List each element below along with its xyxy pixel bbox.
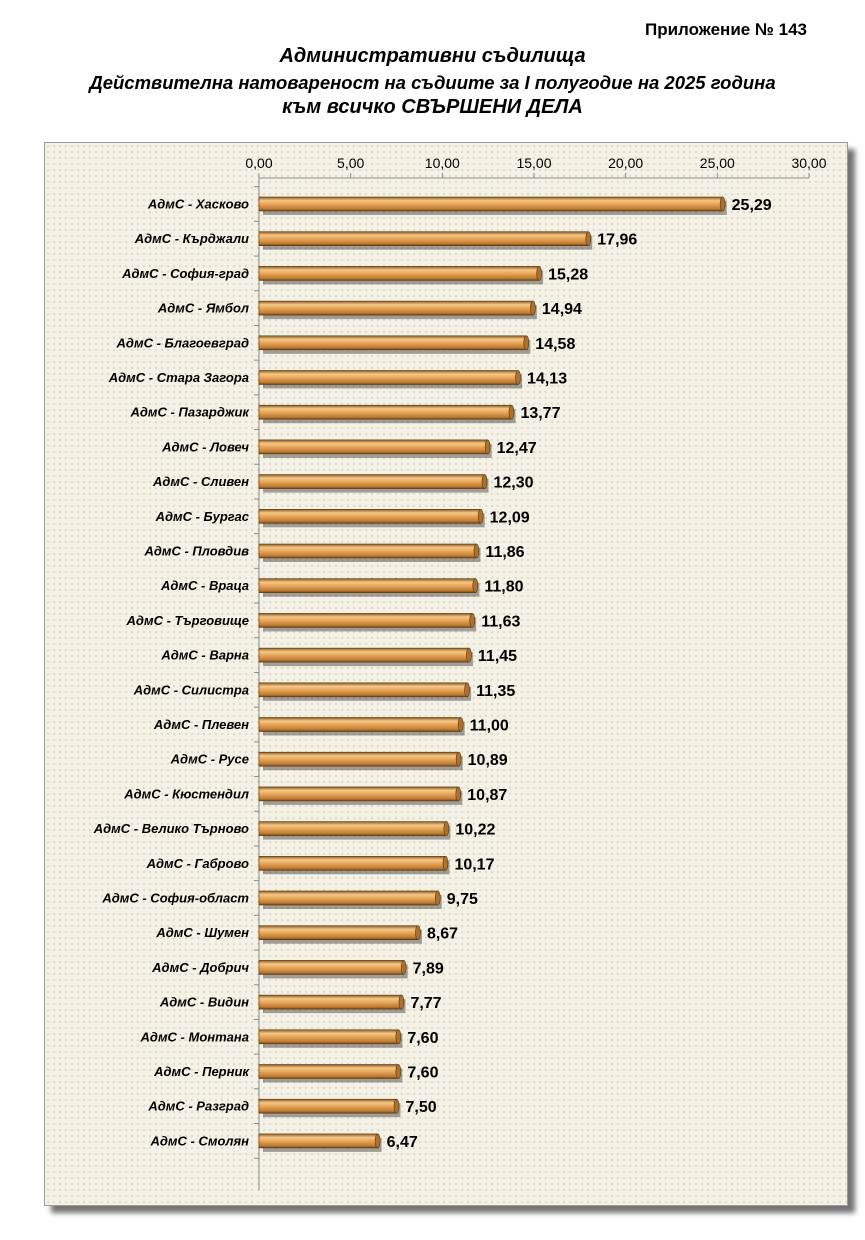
bar [259,1099,397,1113]
value-label: 7,50 [405,1099,437,1117]
bar-end-cap [474,544,479,558]
value-label: 11,00 [469,717,509,735]
bar-end-cap [456,787,461,801]
value-label: 8,67 [426,925,459,943]
category-label: АдмС - Шумен [156,925,249,941]
category-label: АдмС - Смолян [150,1133,249,1149]
bar [259,995,401,1009]
bar-end-cap [473,579,478,593]
category-label: АдмС - Перник [154,1064,249,1079]
value-label: 14,94 [541,301,582,319]
value-label: 15,28 [548,266,589,284]
bar-end-cap [720,197,725,211]
value-label: 10,89 [467,752,508,770]
x-tick-label: 20,00 [608,155,644,171]
value-label: 12,09 [489,509,530,527]
bar [259,960,404,974]
bar-end-cap [399,995,404,1009]
bar [259,856,445,870]
bar-end-cap [482,475,487,489]
bar [259,822,446,836]
bar-end-cap [478,509,483,523]
value-label: 7,77 [410,995,442,1013]
category-label: АдмС - Габрово [146,855,249,871]
bar [259,1065,398,1079]
x-tick-label: 10,00 [424,155,460,171]
category-label: АдмС - Пловдив [144,543,249,559]
value-label: 11,45 [477,648,518,666]
bar-end-cap [470,613,475,627]
bar-end-cap [537,266,542,280]
category-label: АдмС - Силистра [133,682,249,698]
category-label: АдмС - София-град [122,265,249,281]
value-label: 7,89 [412,960,444,978]
category-label: АдмС - Бургас [155,508,249,524]
bar-end-cap [485,440,490,454]
category-label: АдмС - Ловеч [162,439,249,455]
value-label: 10,17 [454,856,495,874]
bar-end-cap [443,856,448,870]
bar-end-cap [444,822,449,836]
category-label: АдмС - Кърджали [134,231,249,247]
bar-end-cap [516,371,521,385]
value-label: 14,13 [527,370,568,388]
bar [259,266,539,280]
bar [259,1030,398,1044]
category-label: АдмС - Русе [170,751,249,767]
category-label: АдмС - Хасково [147,196,249,212]
bar [259,405,511,419]
value-label: 12,30 [493,474,534,492]
bar [259,475,485,489]
value-label: 11,35 [476,682,516,700]
bar-end-cap [465,683,470,697]
category-label: АдмС - Плевен [153,717,249,732]
x-tick-label: 0,00 [245,155,273,171]
bar [259,648,469,662]
bar [259,440,488,454]
category-label: АдмС - Благоевград [116,335,249,351]
category-label: АдмС - София-област [102,890,249,906]
x-tick-label: 30,00 [791,155,827,171]
bar-end-cap [509,405,514,419]
bar-end-cap [586,232,591,246]
category-label: АдмС - Видин [159,994,249,1010]
bar-end-cap [466,648,471,662]
bar [259,787,458,801]
bar [259,509,481,523]
bar-end-cap [375,1134,380,1148]
chart-subtitle-line3: към всичко СВЪРШЕНИ ДЕЛА [282,96,583,118]
category-label: АдмС - Ямбол [157,300,249,316]
bar-end-cap [396,1030,401,1044]
bar [259,371,518,385]
bar [259,613,472,627]
category-label: АдмС - Сливен [152,474,249,490]
bar [259,891,438,905]
x-tick-label: 15,00 [516,155,552,171]
bar [259,683,467,697]
bar [259,718,461,732]
bar-end-cap [401,960,406,974]
bar-end-cap [524,336,529,350]
x-tick-label: 25,00 [699,155,735,171]
category-label: АдмС - Монтана [140,1029,249,1045]
value-label: 6,47 [386,1133,418,1151]
value-label: 9,75 [446,891,478,908]
category-label: АдмС - Велико Търново [93,821,249,837]
bar [259,752,459,766]
value-label: 7,60 [407,1029,439,1047]
value-label: 14,58 [535,335,576,353]
chart-title: Административни съдилища [279,45,586,67]
value-label: 11,80 [484,578,524,596]
bar [259,197,723,211]
value-label: 10,22 [455,821,496,839]
value-label: 13,77 [520,405,561,423]
value-label: 7,60 [407,1064,439,1082]
appendix-number: Приложение № 143 [644,20,807,39]
category-label: АдмС - Пазарджик [130,404,249,420]
value-label: 11,63 [481,613,521,631]
category-label: АдмС - Разград [148,1098,249,1114]
category-label: АдмС - Добрич [152,959,249,975]
x-tick-label: 5,00 [337,155,365,171]
bar [259,926,418,940]
bar-end-cap [394,1099,399,1113]
chart-subtitle: Действителна натовареност на съдиите за I полугодие на 2025 година [89,72,776,93]
category-label: АдмС - Кюстендил [124,786,249,802]
bar-end-cap [396,1065,401,1079]
value-label: 11,86 [485,544,525,561]
value-label: 12,47 [496,439,537,457]
bar [259,336,526,350]
bar-end-cap [435,891,440,905]
bar [259,579,475,593]
category-label: АдмС - Стара Загора [108,370,249,385]
bar [259,544,476,558]
bar [259,301,533,315]
bar [259,232,588,246]
bar-end-cap [530,301,535,315]
category-label: АдмС - Търговище [126,612,249,628]
value-label: 10,87 [467,786,508,804]
bar [259,1134,378,1148]
bar-end-cap [415,926,420,940]
category-label: АдмС - Варна [161,647,249,663]
value-label: 17,96 [597,231,638,249]
value-label: 25,29 [731,197,772,214]
category-label: АдмС - Враца [161,578,249,594]
bar-end-cap [458,718,463,732]
bar-end-cap [456,752,461,766]
